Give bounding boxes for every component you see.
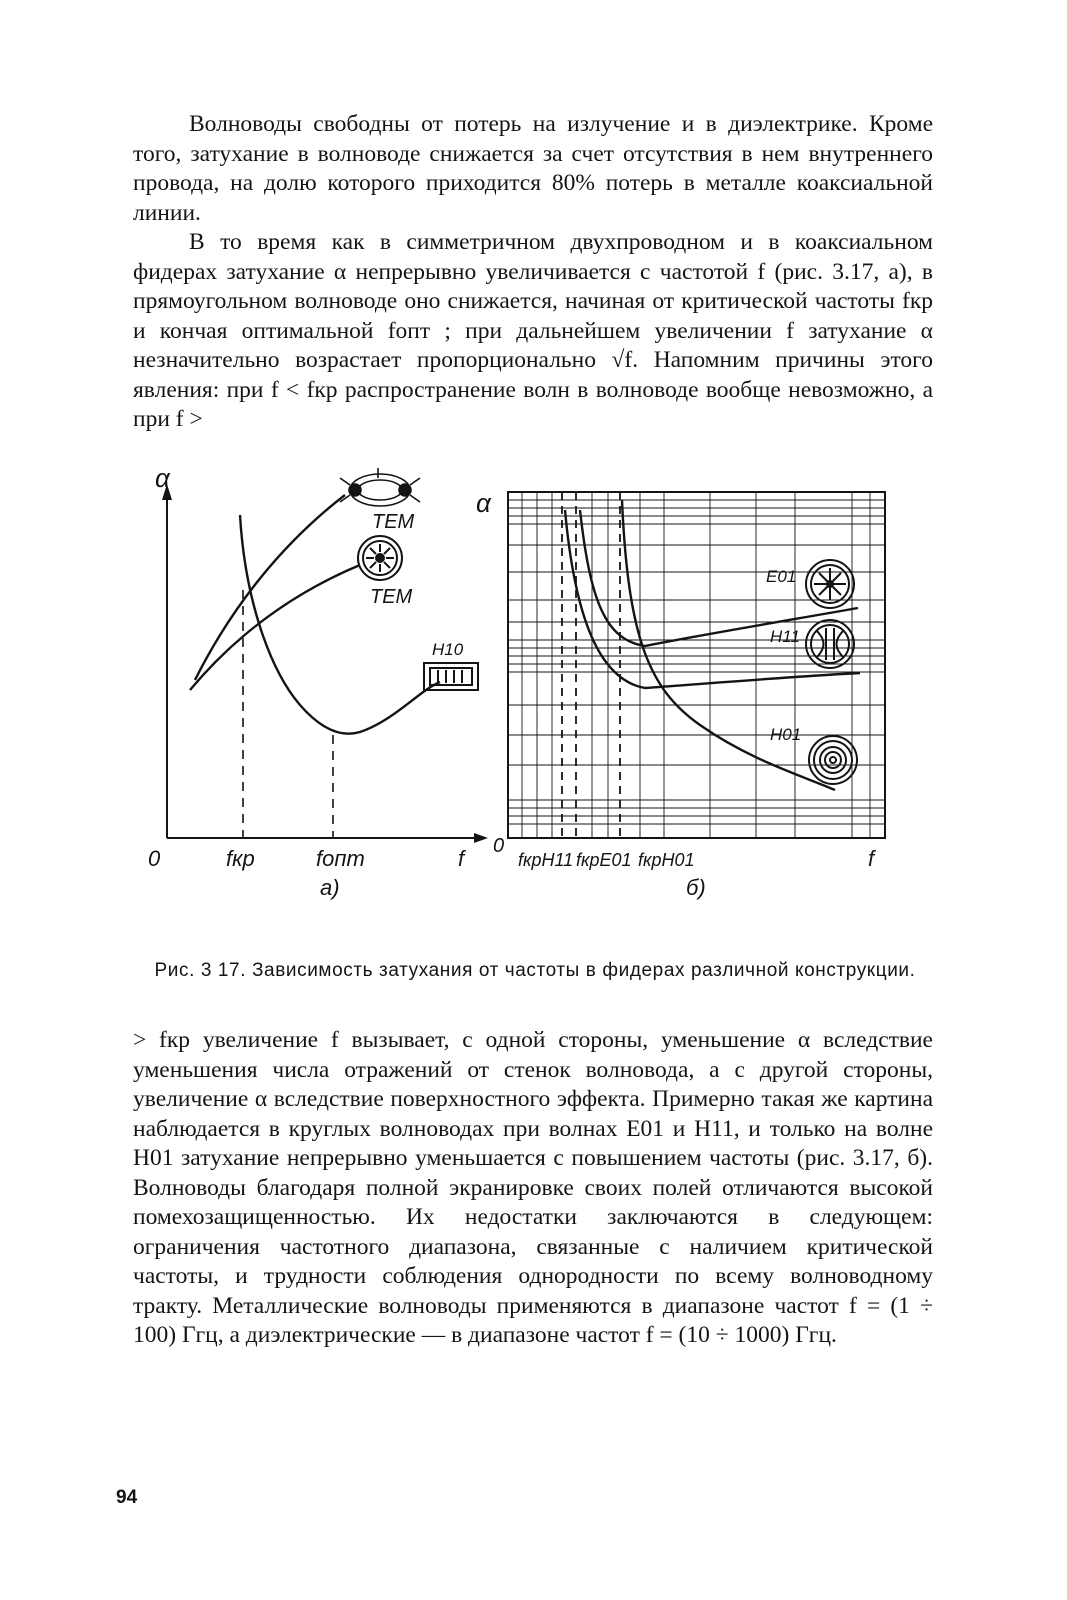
panel-a-x-arrow [474, 833, 488, 843]
h01-waveguide-icon [809, 736, 857, 784]
figure-caption: Рис. 3 17. Зависимость затухания от частоты в фидерах различной конструкции. [154, 960, 916, 981]
panel-a-y-label: α [155, 463, 170, 493]
tick-fkr: fкр [226, 846, 255, 871]
figure-3-17 [0, 460, 1067, 900]
panel-a-x-label: f [458, 846, 465, 871]
page-number: 94 [116, 1487, 138, 1508]
panel-b-x-label: f [868, 846, 875, 871]
panel-b-sublabel: б) [686, 875, 706, 900]
panel-b-y-label: α [476, 488, 491, 518]
e01-waveguide-icon [806, 560, 854, 608]
coaxial-line-icon [358, 536, 402, 580]
tick-fkr-e01: fкрE01 [576, 850, 632, 870]
tick-fkr-h11: fкрH11 [518, 850, 574, 870]
tick-fopt: fопт [316, 846, 365, 871]
tem-coax-curve [190, 565, 360, 690]
e01-curve [580, 510, 858, 646]
label-h01: H01 [770, 725, 802, 744]
paragraph-2: В то время как в симметричном двухпроводном и в коаксиальном фидерах затухание α непрерывно увеличивается с частотой f (рис. 3.17, а), в прямоугольном волноводе оно снижается, начиная от критической частоты fкр и кончая оптимальной fопт ; при дальнейшем увеличении f затухание α незначительно возрастает пропорционально √f. Напомним причины этого явления: при f < fкр распространение волн в волноводе вообще невозможно, а при f > [133, 229, 933, 432]
h11-waveguide-icon [806, 620, 854, 668]
panel-b [508, 492, 885, 838]
label-h10: H10 [432, 640, 464, 659]
h10-curve [240, 515, 440, 734]
panel-a-sublabel: а) [320, 875, 340, 900]
panel-a-origin: 0 [148, 846, 161, 871]
paragraph-3: > fкр увеличение f вызывает, с одной стороны, уменьшение α вследствие уменьшения числа отражений от стенок волновода, а с другой стороны, увеличение α вследствие поверхностного эффекта. Примерно такая же картина наблюдается в круглых волноводах при волнах E01 и H11, и только на волне H01 затухание непрерывно уменьшается с повышением частоты (рис. 3.17, б). Волноводы благодаря полной экранировке своих полей отличаются высокой помехозащищенностью. Их недостатки заключаются в следующем: ограничения частотного диапазона, связанные с наличием критической частоты, и трудности соблюдения однородности по всему волноводному тракту. Металлические волноводы применяются в диапазоне частот f = (1 ÷ 100) Ггц, а диэлектрические — в диапазоне частот f = (10 ÷ 1000) Ггц. [133, 1027, 933, 1348]
h11-curve [565, 510, 860, 688]
paragraph-1: Волноводы свободны от потерь на излучение и в диэлектрике. Кроме того, затухание в волноводе снижается за счет отсутствия в нем внутреннего провода, на долю которого приходится 80% потерь в металле коаксиальной линии. [133, 111, 933, 226]
label-tem-2: TEM [370, 586, 413, 608]
two-wire-line-icon [340, 468, 420, 506]
label-h11: H11 [770, 627, 800, 646]
panel-b-origin: 0 [493, 835, 505, 857]
label-e01: E01 [766, 567, 797, 586]
tick-fkr-h01: fкрH01 [638, 850, 695, 870]
label-tem-1: TEM [372, 511, 415, 533]
rectangular-waveguide-icon [424, 663, 478, 690]
